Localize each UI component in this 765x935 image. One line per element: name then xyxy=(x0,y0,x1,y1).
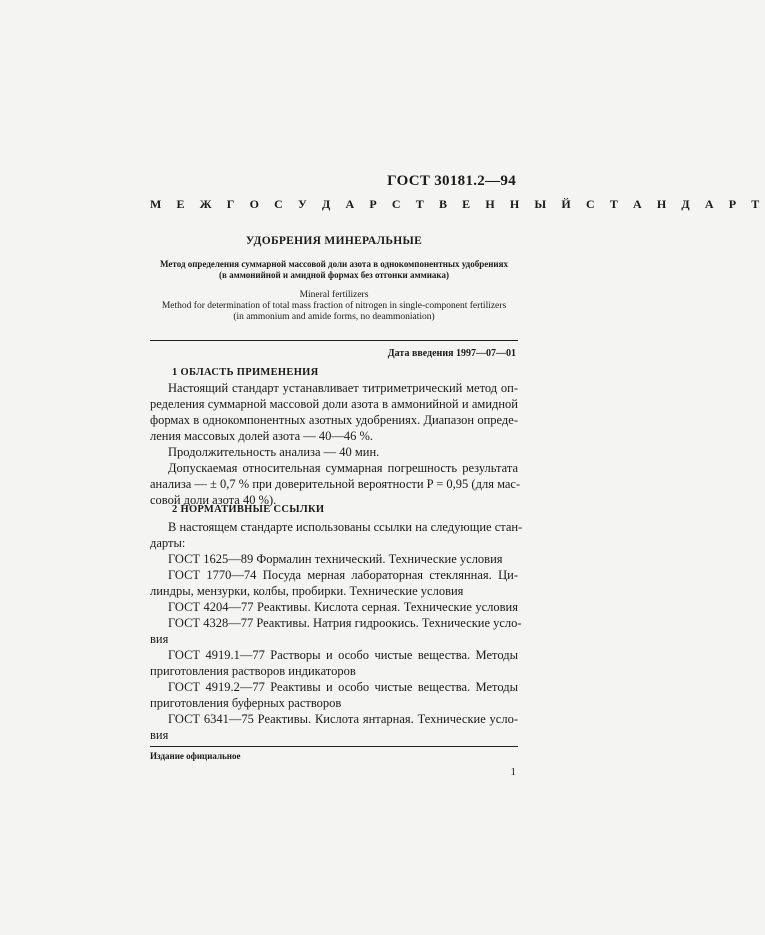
english-title: Mineral fertilizers xyxy=(299,290,369,300)
section-2-line: ГОСТ 1625—89 Формалин технический. Технические условия xyxy=(168,552,503,566)
section-2-heading: 2 НОРМАТИВНЫЕ ССЫЛКИ xyxy=(172,504,325,515)
section-2-line: линдры, мензурки, колбы, пробирки. Технические условия xyxy=(150,584,464,598)
section-2-line: ГОСТ 4919.2—77 Реактивы и особо чистые вещества. Методы xyxy=(168,680,518,694)
standard-type: М Е Ж Г О С У Д А Р С Т В Е Н Н Ы Й С Т А Н Д А Р Т xyxy=(150,197,765,211)
document-subtitle-line-1: Метод определения суммарной массовой доли азота в однокомпонентных удобрениях xyxy=(160,259,508,269)
english-subtitle-line-1: Method for determination of total mass fraction of nitrogen in single-component fertilizers xyxy=(161,301,507,311)
section-1-line: ления массовых долей азота — 40—46 %. xyxy=(150,429,374,443)
section-2-line: ГОСТ 4328—77 Реактивы. Натрия гидроокись. Технические усло- xyxy=(168,616,522,630)
section-2-line: ГОСТ 1770—74 Посуда мерная лабораторная стеклянная. Ци- xyxy=(168,568,518,582)
section-2-line: ГОСТ 4919.1—77 Растворы и особо чистые вещества. Методы xyxy=(168,648,518,662)
section-1-line: Продолжительность анализа — 40 мин. xyxy=(168,445,380,459)
english-subtitle-line-2: (in ammonium and amide forms, no deammoniation) xyxy=(233,312,435,322)
edition-label: Издание официальное xyxy=(150,751,241,761)
section-1-line: совой доли азота 40 %). xyxy=(150,493,277,507)
document-title: УДОБРЕНИЯ МИНЕРАЛЬНЫЕ xyxy=(245,235,423,247)
section-2-line: вия xyxy=(150,728,169,742)
title-divider xyxy=(150,340,518,341)
introduction-date: Дата введения 1997—07—01 xyxy=(387,348,516,359)
section-2-line: приготовления растворов индикаторов xyxy=(150,664,356,678)
document-subtitle-line-2: (в аммонийной и амидной формах без отгонки аммиака) xyxy=(219,270,449,280)
section-1-line: Допускаемая относительная суммарная погрешность результата xyxy=(168,461,518,475)
footer-divider xyxy=(150,746,518,747)
section-2-line: дарты: xyxy=(150,536,186,550)
section-2-line: приготовления буферных растворов xyxy=(150,696,342,710)
gost-number: ГОСТ 30181.2—94 xyxy=(387,173,516,189)
section-2-line: вия xyxy=(150,632,169,646)
section-1-line: ределения суммарной массовой доли азота в аммонийной и амидной xyxy=(150,397,518,411)
section-1-line: формах в однокомпонентных азотных удобрениях. Диапазон опреде- xyxy=(150,413,518,427)
page-number: 1 xyxy=(510,766,516,778)
section-1-line: анализа — ± 0,7 % при доверительной вероятности P = 0,95 (для мас- xyxy=(150,477,521,491)
section-2-line: В настоящем стандарте использованы ссылки на следующие стан- xyxy=(168,520,523,534)
section-2-line: ГОСТ 4204—77 Реактивы. Кислота серная. Технические условия xyxy=(168,600,518,614)
section-2-line: ГОСТ 6341—75 Реактивы. Кислота янтарная. Технические усло- xyxy=(168,712,518,726)
section-1-line: Настоящий стандарт устанавливает титриметрический метод оп- xyxy=(168,381,518,395)
section-1-heading: 1 ОБЛАСТЬ ПРИМЕНЕНИЯ xyxy=(172,367,319,378)
